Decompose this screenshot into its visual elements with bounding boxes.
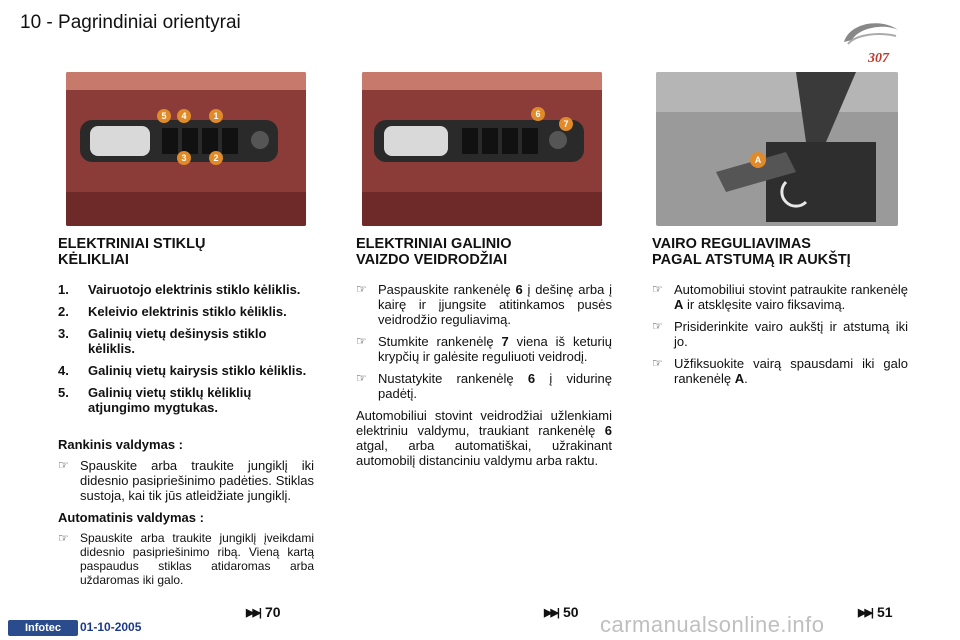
manual-mode-title: Rankinis valdymas : <box>58 437 183 452</box>
label-a: A <box>754 155 762 165</box>
section-power-windows <box>58 236 314 594</box>
forward-arrows-icon: ▶▶| <box>246 606 260 619</box>
figure-mirror-controls <box>362 72 602 226</box>
section-title: ELEKTRINIAI GALINIO VAIZDO VEIDRODŽIAI <box>356 236 512 268</box>
footer-date: 01-10-2005 <box>80 620 142 634</box>
pointing-hand-icon: ☞ <box>356 371 367 385</box>
pointing-hand-icon: ☞ <box>652 319 663 333</box>
nav-link-page-70[interactable]: ▶▶| 70 <box>246 604 281 620</box>
list-item: 4. Galinių vietų kairysis stiklo kėliklis. <box>58 363 307 378</box>
nav-link-page-50[interactable]: ▶▶| 50 <box>544 604 579 620</box>
list-item: 1. Vairuotojo elektrinis stiklo kėliklis. <box>58 282 301 297</box>
logo-model: 307 <box>868 51 889 66</box>
bullet-item: ☞ Automobiliui stovint patraukite rankenėlę A ir atsklęsite vairo fiksavimą. <box>652 282 908 312</box>
header-dash: - <box>46 12 53 33</box>
auto-mode-text: ☞ Spauskite arba traukite jungiklį įveikdami didesnio pasipriešinimo ribą. Vieną kartą paspaudus stiklas atidaromas arba uždaromas iki galo. <box>58 531 314 587</box>
label-6: 6 <box>535 109 541 119</box>
windows-legend-list <box>58 282 314 415</box>
label-1: 1 <box>213 111 219 121</box>
bullet-item: ☞ Prisiderinkite vairo aukštį ir atstumą iki jo. <box>652 319 908 349</box>
pointing-hand-icon: ☞ <box>652 282 663 296</box>
pointing-hand-icon: ☞ <box>356 282 367 296</box>
pointing-hand-icon: ☞ <box>58 458 69 472</box>
figure-window-switches <box>66 72 306 226</box>
infotec-logo: Infotec <box>8 620 78 636</box>
bullet-item: ☞ Paspauskite rankenėlę 6 į dešinę arba į kairę ir įjungsite atitinkamos pusės veidrodžio reguliavimą. <box>356 282 612 327</box>
peugeot-307-logo <box>838 14 904 70</box>
page-number: 10 <box>20 12 42 33</box>
page-header <box>20 12 241 34</box>
label-7: 7 <box>563 119 569 129</box>
pointing-hand-icon: ☞ <box>652 356 663 370</box>
list-item: 5. Galinių vietų stiklų kėliklių atjungimo mygtukas. <box>58 385 252 415</box>
list-item: 3. Galinių vietų dešinysis stiklo kėliklis. <box>58 326 267 356</box>
nav-link-page-51[interactable]: ▶▶| 51 <box>858 604 893 620</box>
manual-mode-text: ☞ Spauskite arba traukite jungiklį iki didesnio pasipriešinimo padėties. Stiklas sustoja, kai tik jūs atleidžiate jungiklį. <box>58 458 314 503</box>
list-item: 2. Keleivio elektrinis stiklo kėliklis. <box>58 304 287 319</box>
bullet-item: ☞ Nustatykite rankenėlę 6 į vidurinę padėtį. <box>356 371 612 401</box>
label-4: 4 <box>181 111 187 121</box>
section-title: ELEKTRINIAI STIKLŲ KĖLIKLIAI <box>58 236 206 268</box>
label-5: 5 <box>161 111 167 121</box>
forward-arrows-icon: ▶▶| <box>858 606 872 619</box>
section-steering-adjust <box>652 236 908 393</box>
bullet-item: ☞ Užfiksuokite vairą spausdami iki galo rankenėlę A. <box>652 356 908 386</box>
section-power-mirrors <box>356 236 612 468</box>
label-2: 2 <box>213 153 219 163</box>
page-title: Pagrindiniai orientyrai <box>58 12 241 33</box>
label-3: 3 <box>181 153 187 163</box>
pointing-hand-icon: ☞ <box>356 334 367 348</box>
watermark: carmanualsonline.info <box>600 612 825 637</box>
section-title: VAIRO REGULIAVIMAS PAGAL ATSTUMĄ IR AUKŠTĮ <box>652 236 851 268</box>
figure-steering-adjustment <box>656 72 898 226</box>
bullet-item: ☞ Stumkite rankenėlę 7 viena iš keturių krypčių ir galėsite reguliuoti veidrodį. <box>356 334 612 364</box>
pointing-hand-icon: ☞ <box>58 531 69 545</box>
mirror-folding-paragraph: Automobiliui stovint veidrodžiai užlenkiami elektriniu valdymu, traukiant rankenėlę 6 atgal, arba automatiškai, užrakinant automobilį distanciniu valdymu arba raktu. <box>356 408 612 468</box>
auto-mode-title: Automatinis valdymas : <box>58 510 204 525</box>
forward-arrows-icon: ▶▶| <box>544 606 558 619</box>
